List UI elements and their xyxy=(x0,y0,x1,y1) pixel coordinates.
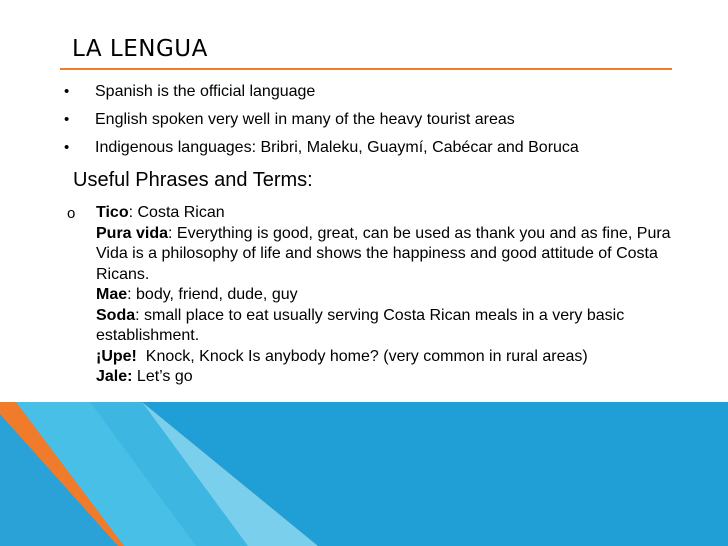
term-entry xyxy=(96,203,706,224)
slide-title: LA LENGUA xyxy=(72,36,208,62)
bullet-list xyxy=(64,83,579,167)
term-name: ¡Upe! xyxy=(96,347,137,365)
bullet-text: Spanish is the official language xyxy=(95,83,316,100)
term-name: Mae xyxy=(96,286,128,303)
term-entry xyxy=(96,306,706,347)
term-entry xyxy=(96,347,706,368)
term-name: Soda xyxy=(96,306,136,324)
bullet-item xyxy=(64,83,579,111)
term-definition: Knock, Knock Is anybody home? (very common in rural areas) xyxy=(145,347,588,365)
term-definition: small place to eat usually serving Costa Rican meals in a very basic establishment. xyxy=(96,306,625,344)
subheading: Useful Phrases and Terms: xyxy=(73,169,313,191)
bullet-dot-icon: • xyxy=(64,83,70,100)
term-definition: body, friend, dude, guy xyxy=(136,286,298,303)
term-name: Tico xyxy=(96,204,129,221)
term-separator: : xyxy=(127,286,137,303)
term-entry xyxy=(96,224,706,286)
term-definition: Let’s go xyxy=(136,368,193,385)
bullet-dot-icon: • xyxy=(64,139,70,156)
bullet-text: English spoken very well in many of the heavy tourist areas xyxy=(95,111,515,128)
decorative-background-shapes xyxy=(0,402,728,546)
bullet-item xyxy=(64,139,579,167)
term-definition: Costa Rican xyxy=(137,204,225,221)
bullet-text: Indigenous languages: Bribri, Maleku, Guaymí, Cabécar and Boruca xyxy=(95,139,579,156)
term-separator: : xyxy=(135,306,145,324)
terms-list xyxy=(96,203,706,388)
bullet-item xyxy=(64,111,579,139)
term-name: Pura vida xyxy=(96,224,169,242)
term-name: Jale: xyxy=(96,368,133,385)
term-separator xyxy=(137,348,146,365)
term-separator: : xyxy=(128,204,138,221)
circle-bullet-icon: o xyxy=(67,205,76,222)
term-definition: Everything is good, great, can be used as thank you and as fine, Pura Vida is a philosophy of life and shows the happiness and good attitude of Costa Ricans. xyxy=(96,224,671,283)
term-entry xyxy=(96,285,706,306)
term-separator: : xyxy=(168,224,177,242)
term-entry xyxy=(96,367,706,388)
title-underline xyxy=(60,68,672,70)
bullet-dot-icon: • xyxy=(64,111,70,128)
